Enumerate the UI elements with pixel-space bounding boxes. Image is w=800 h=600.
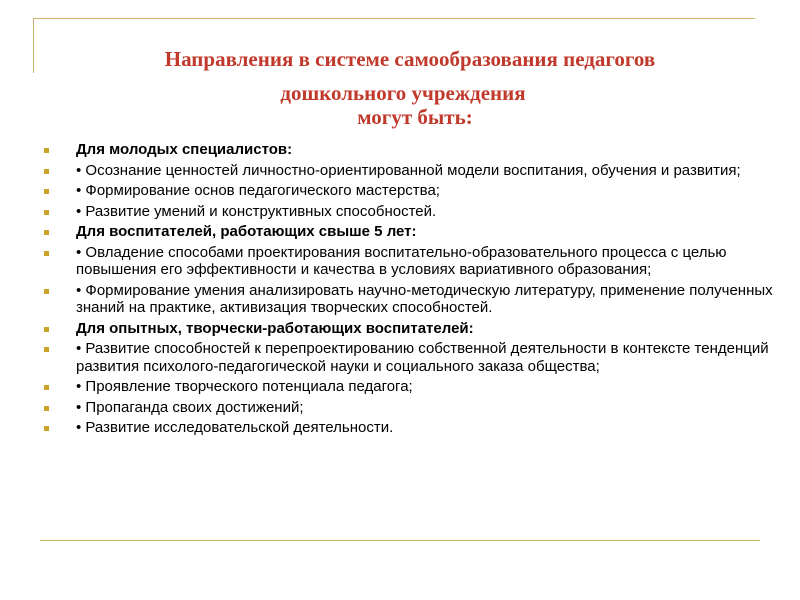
list-item-text: Для молодых специалистов:: [76, 141, 293, 158]
square-bullet-icon: [44, 385, 49, 390]
title-line-2: дошкольного учреждения: [280, 81, 526, 105]
list-item-text: • Пропаганда своих достижений;: [76, 398, 304, 416]
list-item: [44, 340, 774, 375]
square-bullet-icon: [44, 327, 49, 332]
list-item-text: • Проявление творческого потенциала педагога;: [76, 378, 413, 395]
list-item: [44, 162, 774, 180]
square-bullet-icon: [44, 230, 49, 235]
square-bullet-icon: [44, 169, 49, 174]
list-item-heading: [44, 320, 774, 338]
list-item-text: Для опытных, творчески-работающих воспитателей:: [76, 319, 474, 337]
list-item-text: • Развитие умений и конструктивных способностей.: [76, 202, 437, 220]
list-item-text: • Осознание ценностей личностно-ориентированной модели воспитания, обучения и развития;: [76, 161, 741, 179]
list-item-heading: [44, 141, 774, 159]
frame-left-line: [33, 18, 34, 73]
square-bullet-icon: [44, 210, 49, 215]
title-line-3: могут быть:: [357, 105, 473, 129]
list-item-text: • Развитие способностей к перепроектированию собственной деятельности в контексте тенденций развития психолого-педагогической науки и социального заказа общества;: [76, 340, 769, 375]
list-item: [44, 282, 774, 317]
list-item-text: • Развитие исследовательской деятельности.: [76, 419, 394, 436]
list-item: [44, 399, 774, 417]
list-item-text: • Овладение способами проектирования воспитательно-образовательного процесса с целью повышения его эффективности и качества в условиях вариативного образования;: [76, 243, 727, 278]
slide-title: [60, 44, 760, 132]
square-bullet-icon: [44, 406, 49, 411]
list-item-text: Для воспитателей, работающих свыше 5 лет:: [76, 223, 417, 240]
square-bullet-icon: [44, 148, 49, 153]
list-item: [44, 244, 774, 279]
square-bullet-icon: [44, 426, 49, 431]
list-item: [44, 203, 774, 221]
list-item-text: • Формирование основ педагогического мастерства;: [76, 182, 440, 199]
frame-bottom-line: [40, 540, 760, 541]
list-item: [44, 182, 774, 200]
list-item: [44, 378, 774, 396]
content-list: [44, 141, 774, 440]
square-bullet-icon: [44, 347, 49, 352]
square-bullet-icon: [44, 189, 49, 194]
title-line-1: Направления в системе самообразования педагогов: [164, 47, 656, 71]
list-item-text: • Формирование умения анализировать научно-методическую литературу, применение полученных знаний на практике, активизация творческих способностей.: [76, 281, 773, 316]
list-item: [44, 419, 774, 437]
list-item-heading: [44, 223, 774, 241]
square-bullet-icon: [44, 251, 49, 256]
square-bullet-icon: [44, 289, 49, 294]
frame-top-line: [33, 18, 755, 19]
